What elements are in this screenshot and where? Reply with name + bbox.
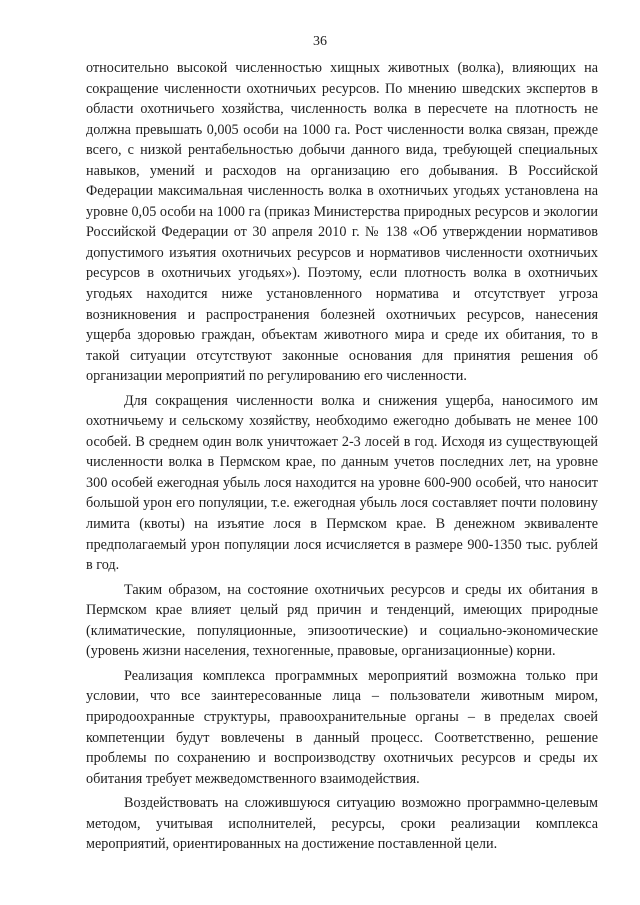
page-number: 36 <box>313 34 327 49</box>
paragraph-3: Таким образом, на состояние охотничьих ресурсов и среды их обитания в Пермском крае влияет целый ряд причин и тенденций, имеющих природные (климатические, популяционные, эпизоотические) и социально-экономические (уровень жизни населения, техногенные, правовые, организационные) корни. <box>86 581 598 660</box>
paragraph-5: Воздействовать на сложившуюся ситуацию возможно программно-целевым методом, учитывая исполнителей, ресурсы, сроки реализации комплекса мероприятий, ориентированных на достижение поставленной цели. <box>86 795 598 853</box>
paragraph-2: Для сокращения численности волка и снижения ущерба, наносимого им охотничьему и сельскому хозяйству, необходимо ежегодно добывать не менее 100 особей. В среднем один волк уничтожает 2-3 лосей в год. Исходя из существующей численности волка в Пермском крае, по данным учетов последних лет, на уровне 300 особей ежегодная убыль лося находится на уровне 600-900 особей, что наносит большой урон его популяции, т.е. ежегодная убыль лося составляет почти половину лимита (квоты) на изъятие лося в Пермском крае. В денежном эквиваленте предполагаемый урон популяции лося исчисляется в размере 900-1350 тыс. рублей в год. <box>86 392 598 574</box>
paragraph-4: Реализация комплекса программных мероприятий возможна только при условии, что все заинтересованные лица – пользователи животным миром, природоохранные структуры, правоохранительные органы – в пределах своей компетенции будут вовлечены в данный процесс. Соответственно, решение проблемы по сохранению и воспроизводству охотничьих ресурсов и среды их обитания требует межведомственного взаимодействия. <box>86 667 598 787</box>
paragraph-1: относительно высокой численностью хищных животных (волка), влияющих на сокращение численности охотничьих ресурсов. По мнению шведских экспертов в области охотничьего хозяйства, численность волка в пересчете на плотность не должна превышать 0,005 особи на 1000 га. Рост численности волка связан, прежде всего, с низкой рентабельностью добычи данного вида, требующей специальных навыков, умений и расходов на организацию его добывания. В Российской Федерации максимальная численность волка в охотничьих угодьях установлена на уровне 0,05 особи на 1000 га (приказ Министерства природных ресурсов и экологии Российской Федерации от 30 апреля 2010 г. № 138 «Об утверждении нормативов допустимого изъятия охотничьих ресурсов и нормативов численности охотничьих ресурсов в охотничьих угодьях»). Поэтому, если плотность волка в охотничьих угодьях находится ниже установленного норматива и отсутствует угроза возникновения и распространения болезней охотничьих ресурсов, нанесения ущерба здоровью граждан, объектам животного мира и среде их обитания, то в такой ситуации отсутствуют законные основания для принятия решения об организации мероприятий по регулированию его численности. <box>86 60 598 385</box>
body-text <box>86 58 598 855</box>
